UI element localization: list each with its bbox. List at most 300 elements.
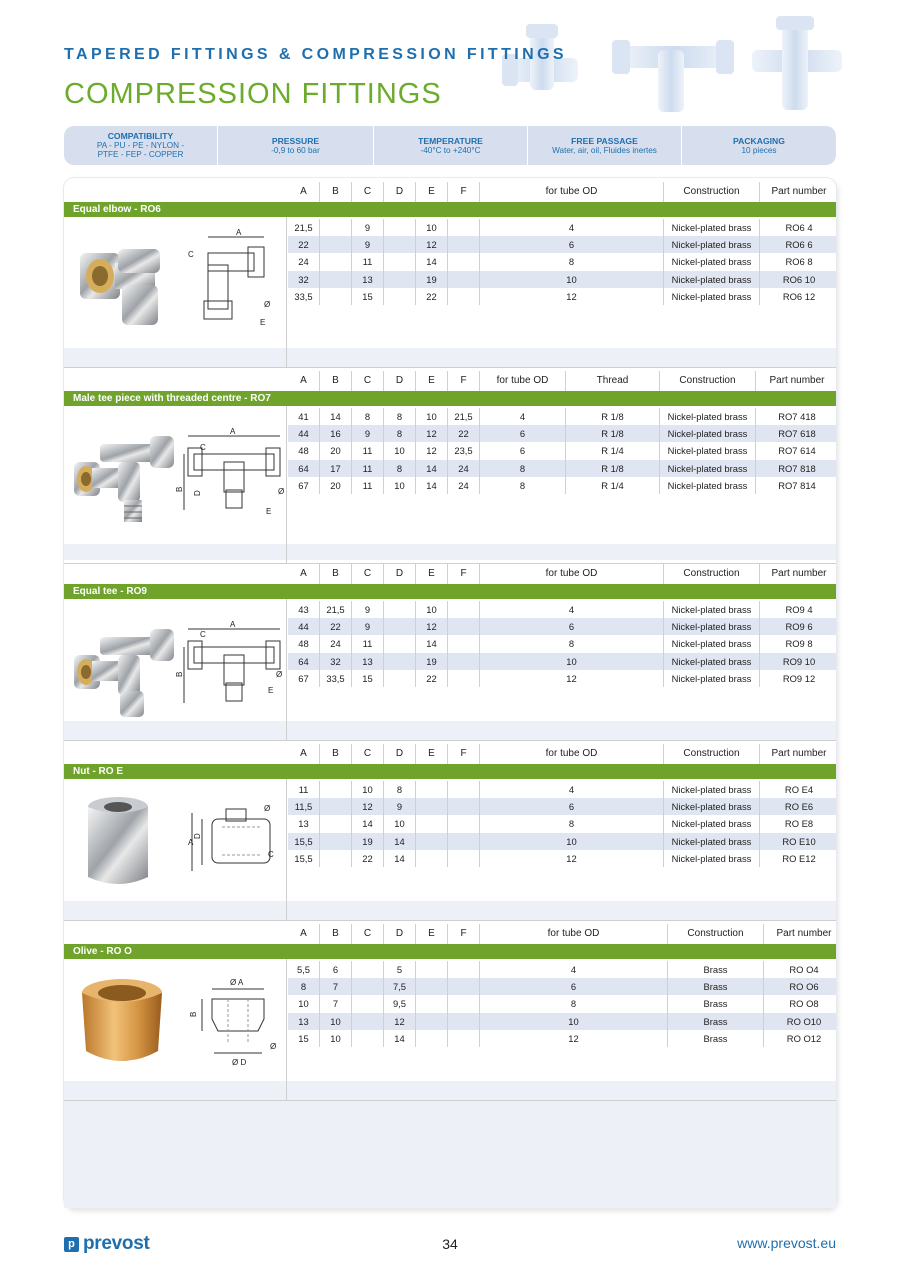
table-cell: 9 (352, 219, 384, 236)
table-cell: 8 (480, 253, 664, 270)
table-cell: 22 (288, 236, 320, 253)
table-cell: 48 (288, 442, 320, 459)
column-header: E (416, 182, 448, 202)
table-cell: RO6 6 (785, 239, 813, 251)
table-cell (416, 781, 448, 798)
table-cell: 10 (416, 408, 448, 425)
table-cell: 5 (384, 961, 416, 978)
table-cell: 10 (480, 271, 664, 288)
table-cell (448, 271, 480, 288)
column-header: B (320, 182, 352, 202)
table-cell: 4 (480, 781, 664, 798)
table-row (288, 271, 836, 288)
table-cell: 12 (480, 1030, 668, 1047)
column-header: for tube OD (480, 744, 664, 764)
dimension-label-o: Ø (270, 1042, 277, 1051)
dimension-label-a: Ø A (230, 978, 244, 987)
product-panel (64, 178, 836, 1208)
table-cell (416, 850, 448, 867)
table-cell: RO O10 (786, 1015, 822, 1027)
table-row (288, 219, 836, 236)
table-cell: 24 (320, 635, 352, 652)
table-cell: 11 (288, 781, 320, 798)
dimension-label-e: E (266, 507, 272, 516)
table-cell (416, 1030, 448, 1047)
product-title: Nut - RO E (64, 764, 836, 779)
column-header: for tube OD (480, 564, 664, 584)
table-cell: RO O12 (786, 1032, 822, 1044)
column-header: B (320, 371, 352, 391)
dimension-label-b: B (175, 486, 184, 492)
table-cell: 21,5 (320, 601, 352, 618)
table-cell: 8 (480, 635, 664, 652)
section-divider (64, 367, 836, 368)
dimension-label-d: Ø D (232, 1058, 247, 1067)
table-cell: 15,5 (288, 850, 320, 867)
table-cell: 8 (384, 408, 416, 425)
table-cell: R 1/4 (566, 477, 660, 494)
table-row (288, 601, 836, 618)
table-cell: RO O6 (789, 981, 819, 993)
dimension-label-c: C (200, 630, 206, 639)
technical-drawing (178, 225, 290, 335)
table-cell (448, 1030, 480, 1047)
table-cell (448, 670, 480, 687)
table-cell: 14 (352, 815, 384, 832)
column-header: Part number (771, 568, 827, 579)
table-cell (416, 961, 448, 978)
table-cell (416, 995, 448, 1012)
dimension-label-e: E (260, 318, 266, 327)
column-header: A (288, 371, 320, 391)
table-cell (320, 798, 352, 815)
table-cell: 22 (352, 850, 384, 867)
table-cell: 64 (288, 653, 320, 670)
table-cell: 10 (320, 1030, 352, 1047)
table-cell: 13 (352, 271, 384, 288)
column-header: C (352, 182, 384, 202)
dimension-label-d: D (193, 833, 202, 839)
table-cell (352, 995, 384, 1012)
column-header: C (352, 371, 384, 391)
table-cell: Brass (668, 995, 764, 1012)
column-header: F (448, 371, 480, 391)
table-cell: Nickel-plated brass (664, 833, 760, 850)
table-cell: 11 (352, 442, 384, 459)
dimension-label-o: Ø (264, 804, 271, 813)
column-header: Part number (771, 748, 827, 759)
table-cell: 9 (352, 236, 384, 253)
dimension-label-a: A (230, 427, 236, 436)
column-header: D (384, 564, 416, 584)
table-cell (384, 236, 416, 253)
table-cell: RO E4 (784, 784, 814, 795)
table-cell: 12 (480, 670, 664, 687)
table-row (288, 253, 836, 270)
table-cell: R 1/8 (566, 425, 660, 442)
website-link[interactable]: www.prevost.eu (737, 1235, 836, 1251)
table-row (288, 288, 836, 305)
product-table (288, 601, 836, 687)
table-cell (352, 978, 384, 995)
product-image-cell (64, 406, 287, 563)
table-header (64, 182, 836, 202)
table-cell (384, 288, 416, 305)
table-cell: 12 (416, 442, 448, 459)
table-cell: 15 (288, 1030, 320, 1047)
table-cell: 14 (384, 833, 416, 850)
column-header: Construction (668, 924, 764, 944)
table-cell: RO6 10 (782, 273, 816, 285)
table-cell: 6 (480, 798, 664, 815)
dimension-label-b: B (175, 671, 184, 677)
column-header: Construction (664, 564, 760, 584)
table-cell: 10 (416, 219, 448, 236)
product-table (288, 961, 836, 1047)
column-header: A (288, 564, 320, 584)
table-cell (384, 601, 416, 618)
column-header: A (288, 744, 320, 764)
table-cell: 6 (480, 425, 566, 442)
table-cell: 6 (480, 236, 664, 253)
spec-temperature: TEMPERATURE -40°C to +240°C (374, 126, 528, 165)
table-cell: 4 (480, 219, 664, 236)
table-cell: 9 (384, 798, 416, 815)
table-cell (448, 815, 480, 832)
spec-free-passage: FREE PASSAGE Water, air, oil, Fluides inertes (528, 126, 682, 165)
table-cell: Brass (668, 978, 764, 995)
section-divider (64, 740, 836, 741)
table-cell: 7 (320, 978, 352, 995)
table-cell: 10 (384, 442, 416, 459)
table-cell: R 1/4 (566, 442, 660, 459)
table-cell (352, 961, 384, 978)
table-cell: Nickel-plated brass (664, 288, 760, 305)
table-cell: RO7 614 (778, 445, 816, 457)
table-cell (352, 1013, 384, 1030)
table-cell: 5,5 (288, 961, 320, 978)
table-cell: 11 (352, 635, 384, 652)
table-cell: 43 (288, 601, 320, 618)
table-cell (416, 1013, 448, 1030)
table-cell: 9 (352, 601, 384, 618)
column-header: for tube OD (480, 924, 668, 944)
dimension-label-d: D (193, 490, 202, 496)
dimension-label-a: A (230, 620, 236, 629)
table-cell: 64 (288, 460, 320, 477)
table-row (288, 781, 836, 798)
table-cell: RO E6 (784, 801, 814, 813)
table-cell: 32 (288, 271, 320, 288)
table-cell: 16 (320, 425, 352, 442)
column-header: C (352, 924, 384, 944)
table-row (288, 961, 836, 978)
column-header: B (320, 564, 352, 584)
dimension-label-c: C (268, 850, 274, 859)
table-cell: 10 (320, 1013, 352, 1030)
column-header: E (416, 744, 448, 764)
column-header: B (320, 744, 352, 764)
table-cell: 19 (416, 271, 448, 288)
table-cell: Nickel-plated brass (664, 601, 760, 618)
nut-photo (70, 791, 180, 901)
table-cell (384, 271, 416, 288)
table-cell: 22 (448, 425, 480, 442)
column-header: E (416, 371, 448, 391)
table-cell: 8 (384, 460, 416, 477)
table-cell: RO E8 (784, 818, 814, 830)
table-cell: Nickel-plated brass (660, 477, 756, 494)
table-cell: 4 (480, 601, 664, 618)
table-cell (320, 219, 352, 236)
table-cell: 12 (416, 425, 448, 442)
hero-fittings-image (490, 10, 850, 120)
table-cell: 48 (288, 635, 320, 652)
table-row (288, 618, 836, 635)
technical-drawing (178, 967, 290, 1077)
table-cell: RO7 618 (778, 428, 816, 440)
table-cell: 15,5 (288, 833, 320, 850)
table-row (288, 850, 836, 867)
table-cell (448, 1013, 480, 1030)
table-cell: RO E10 (782, 835, 816, 847)
column-header: C (352, 744, 384, 764)
table-cell (448, 781, 480, 798)
table-cell: RO7 818 (778, 462, 816, 474)
table-cell: 33,5 (320, 670, 352, 687)
table-cell: 6 (480, 442, 566, 459)
product-image-cell (64, 779, 287, 920)
column-header: B (320, 924, 352, 944)
table-cell: R 1/8 (566, 460, 660, 477)
table-cell: Nickel-plated brass (664, 815, 760, 832)
table-cell: 13 (288, 815, 320, 832)
dimension-label-c: C (200, 443, 206, 452)
column-header: Thread (566, 371, 660, 391)
table-row (288, 978, 836, 995)
table-row (288, 815, 836, 832)
table-cell: 9,5 (384, 995, 416, 1012)
column-header: for tube OD (480, 182, 664, 202)
table-cell: 11 (352, 460, 384, 477)
table-cell (320, 253, 352, 270)
table-cell: 19 (416, 653, 448, 670)
table-cell (448, 635, 480, 652)
table-row (288, 1030, 836, 1047)
table-cell: R 1/8 (566, 408, 660, 425)
table-cell: 10 (480, 1013, 668, 1030)
table-cell: 21,5 (288, 219, 320, 236)
equal-tee-photo (70, 611, 180, 721)
table-cell: 8 (480, 477, 566, 494)
table-cell: 44 (288, 618, 320, 635)
table-cell: Nickel-plated brass (664, 253, 760, 270)
column-header: Construction (664, 744, 760, 764)
table-cell: 13 (352, 653, 384, 670)
section-divider (64, 920, 836, 921)
table-cell: Nickel-plated brass (660, 425, 756, 442)
table-cell: 4 (480, 961, 668, 978)
dimension-label-o: Ø (264, 300, 271, 309)
table-cell: 7 (320, 995, 352, 1012)
table-cell: 24 (288, 253, 320, 270)
table-cell (320, 271, 352, 288)
table-cell: 14 (416, 253, 448, 270)
table-cell: 8 (480, 815, 664, 832)
table-cell: 11 (352, 477, 384, 494)
column-header: F (448, 744, 480, 764)
table-cell: 14 (320, 408, 352, 425)
table-cell: 67 (288, 670, 320, 687)
table-cell: 19 (352, 833, 384, 850)
dimension-label-b: B (189, 1011, 198, 1017)
technical-drawing (178, 787, 290, 897)
column-header: F (448, 924, 480, 944)
table-cell: 8 (480, 995, 668, 1012)
table-cell: RO E12 (782, 852, 816, 864)
column-header: D (384, 371, 416, 391)
table-cell (448, 618, 480, 635)
table-cell: 33,5 (288, 288, 320, 305)
table-row (288, 833, 836, 850)
product-title: Equal tee - RO9 (64, 584, 836, 599)
table-cell: Nickel-plated brass (664, 236, 760, 253)
table-cell: 67 (288, 477, 320, 494)
table-row (288, 798, 836, 815)
table-cell: 8 (384, 781, 416, 798)
table-row (288, 995, 836, 1012)
page-supertitle: TAPERED FITTINGS & COMPRESSION FITTINGS (64, 46, 567, 63)
table-cell: 23,5 (448, 442, 480, 459)
table-cell: RO6 8 (785, 256, 813, 268)
table-cell (448, 995, 480, 1012)
table-cell (384, 670, 416, 687)
table-cell: 10 (288, 995, 320, 1012)
product-table (288, 219, 836, 305)
table-cell: 22 (320, 618, 352, 635)
table-cell: 6 (480, 978, 668, 995)
table-cell: 12 (352, 798, 384, 815)
table-cell: RO6 12 (782, 290, 816, 302)
table-cell: 41 (288, 408, 320, 425)
column-header: D (384, 744, 416, 764)
table-cell: 8 (288, 978, 320, 995)
column-header: Construction (660, 371, 756, 391)
table-cell: 44 (288, 425, 320, 442)
table-cell: Nickel-plated brass (664, 670, 760, 687)
table-cell (416, 798, 448, 815)
table-cell: RO6 4 (785, 222, 813, 233)
logo-mark-icon: p (64, 1237, 79, 1252)
table-cell: Nickel-plated brass (664, 219, 760, 236)
column-header: F (448, 182, 480, 202)
table-header (64, 371, 836, 391)
table-cell: Nickel-plated brass (660, 460, 756, 477)
table-cell (448, 601, 480, 618)
table-cell: 4 (480, 408, 566, 425)
table-cell (448, 253, 480, 270)
table-cell: 21,5 (448, 408, 480, 425)
table-cell: Nickel-plated brass (660, 442, 756, 459)
dimension-label-a: A (188, 838, 194, 847)
table-header (64, 564, 836, 584)
table-cell: 12 (416, 236, 448, 253)
table-cell (448, 850, 480, 867)
table-cell (448, 236, 480, 253)
column-header: D (384, 182, 416, 202)
column-header: E (416, 564, 448, 584)
column-header: E (416, 924, 448, 944)
table-cell: 6 (320, 961, 352, 978)
table-cell: 10 (352, 781, 384, 798)
table-cell: 11 (352, 253, 384, 270)
table-cell (320, 815, 352, 832)
table-cell (384, 219, 416, 236)
product-table (288, 408, 836, 494)
product-image-cell (64, 217, 287, 367)
spec-packaging: PACKAGING 10 pieces (733, 135, 785, 155)
table-cell (320, 288, 352, 305)
table-cell: 24 (448, 460, 480, 477)
section-divider (64, 1100, 836, 1101)
table-cell (320, 833, 352, 850)
table-cell: Nickel-plated brass (664, 798, 760, 815)
table-cell: 12 (384, 1013, 416, 1030)
table-cell: 12 (480, 288, 664, 305)
dimension-label-c: C (188, 250, 194, 259)
table-row (288, 408, 836, 425)
olive-photo (70, 971, 180, 1081)
table-cell: 10 (384, 477, 416, 494)
table-row (288, 425, 836, 442)
column-header: for tube OD (480, 371, 566, 391)
dimension-label-e: E (268, 686, 274, 695)
table-cell: Nickel-plated brass (664, 635, 760, 652)
table-cell: 24 (448, 477, 480, 494)
table-row (288, 670, 836, 687)
table-cell (320, 850, 352, 867)
table-cell: 8 (480, 460, 566, 477)
table-cell: 14 (416, 460, 448, 477)
table-cell: Nickel-plated brass (664, 781, 760, 798)
technical-drawing (175, 414, 290, 524)
table-cell: RO O4 (789, 964, 819, 975)
table-cell: 15 (352, 670, 384, 687)
table-cell: Nickel-plated brass (664, 850, 760, 867)
table-cell: Nickel-plated brass (660, 408, 756, 425)
table-cell: RO9 12 (782, 672, 816, 684)
table-cell: Nickel-plated brass (664, 271, 760, 288)
table-cell: 22 (416, 670, 448, 687)
table-cell: 14 (384, 1030, 416, 1047)
technical-drawing (175, 607, 290, 717)
table-cell: RO O8 (789, 998, 819, 1010)
table-cell (448, 288, 480, 305)
table-cell: 13 (288, 1013, 320, 1030)
table-cell: RO9 6 (785, 621, 813, 633)
column-header: C (352, 564, 384, 584)
table-cell (384, 635, 416, 652)
table-header (64, 924, 836, 944)
page-number: 34 (442, 1236, 458, 1252)
product-title: Equal elbow - RO6 (64, 202, 836, 217)
table-cell (448, 961, 480, 978)
table-cell: 12 (416, 618, 448, 635)
column-header: Construction (664, 182, 760, 202)
elbow-photo (70, 229, 180, 339)
spec-bar (64, 126, 836, 165)
table-row (288, 460, 836, 477)
